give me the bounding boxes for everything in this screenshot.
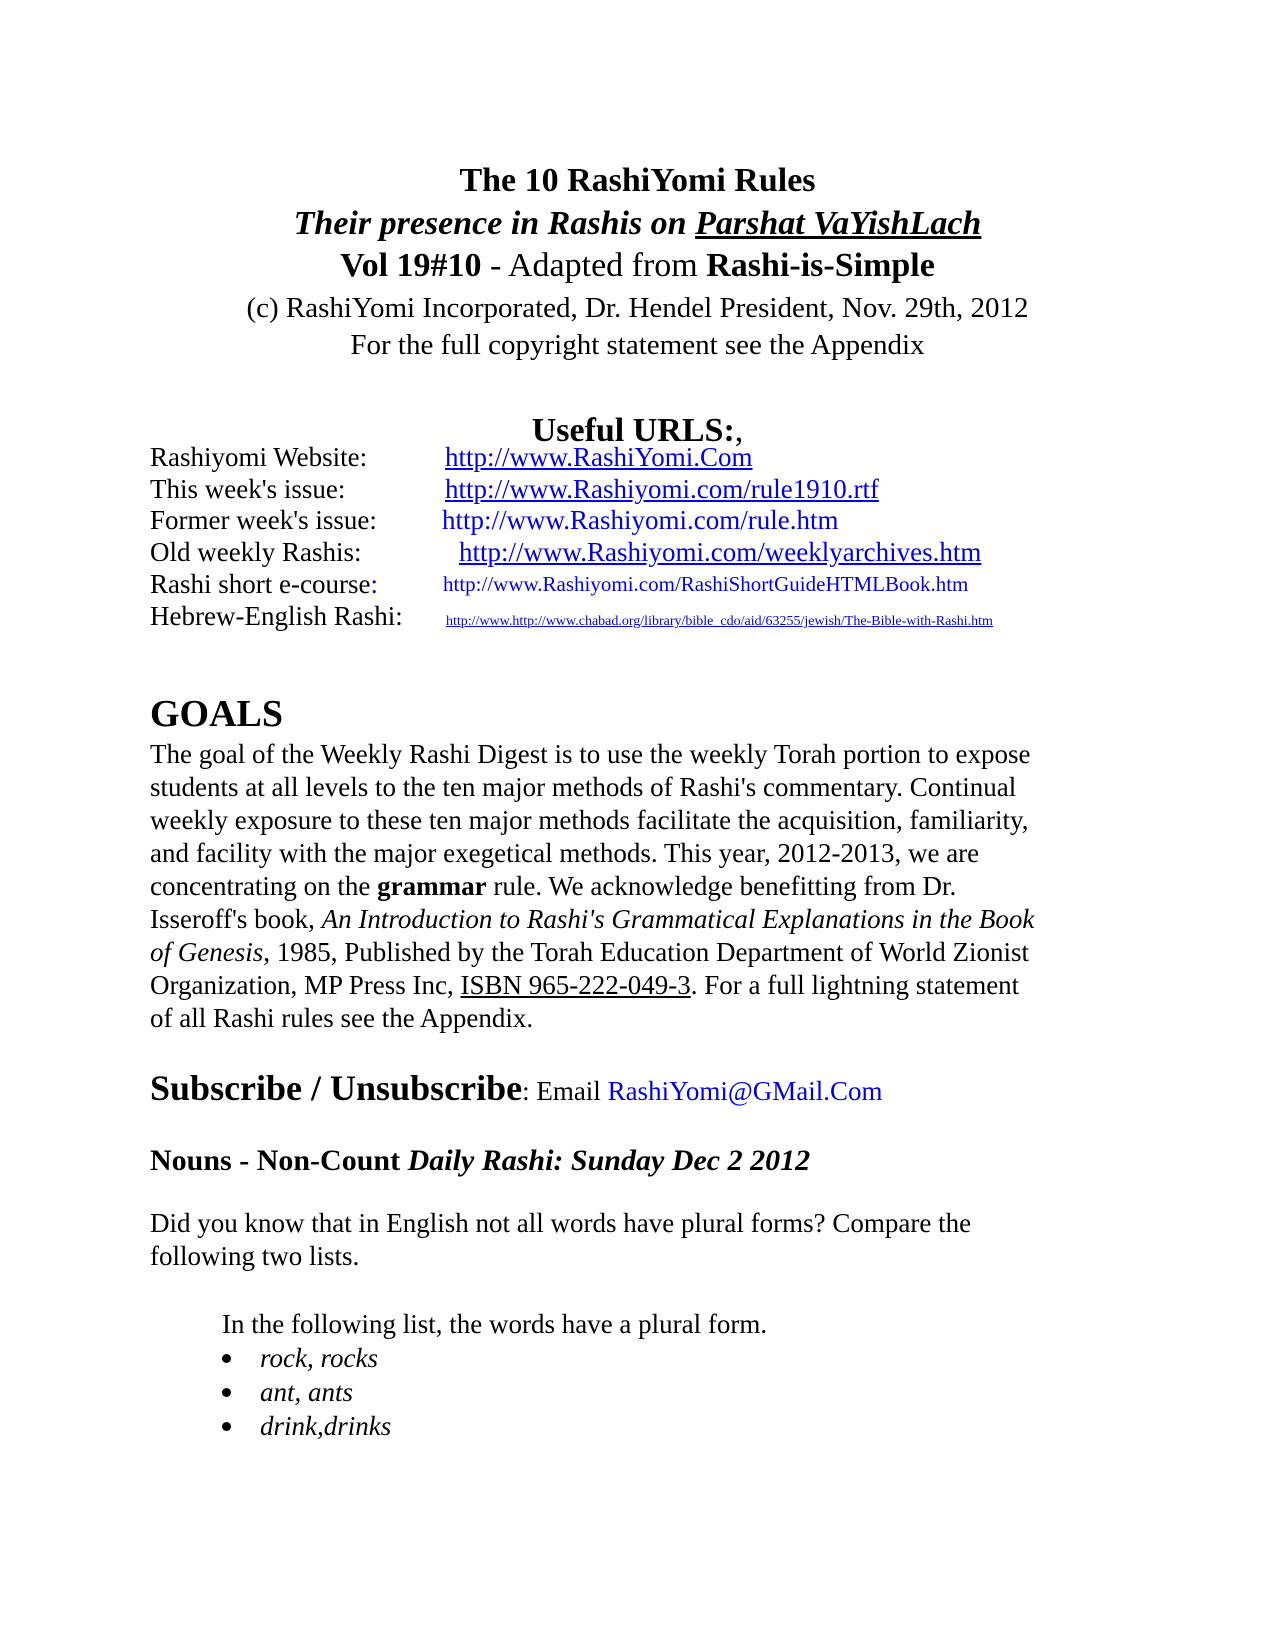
bullet-icon <box>222 1422 231 1431</box>
url-label: Former week's issue: <box>150 505 377 535</box>
parsha-name: Parshat VaYishLach <box>695 205 982 242</box>
goals-paragraph: The goal of the Weekly Rashi Digest is to use the weekly Torah portion to expose students at all levels to the ten major methods of Rashi's commentary. Continual weekly exposure to these ten major methods facilitate the acquisition, familiarity, and facility with the major exegetical methods. This year, 2012-2013, we are concentrating on the grammar rule. We acknowledge benefitting from Dr. Isseroff's book, An Introduction to Rashi's Grammatical Explanations in the Book of Genesis, 1985, Published by the Torah Education Department of World Zionist Organization, MP Press Inc, ISBN 965-222-049-3. For a full lightning statement of all Rashi rules see the Appendix. <box>150 739 1035 1033</box>
url-label: Rashi short e-course: <box>150 569 378 599</box>
url-label: Rashiyomi Website: <box>150 442 368 472</box>
url-link-old-weekly[interactable]: http://www.Rashiyomi.com/weeklyarchives.htm <box>459 537 982 567</box>
subscribe-heading: Subscribe / Unsubscribe <box>150 1068 523 1108</box>
document-subtitle <box>0 203 1275 245</box>
subscribe-line: Subscribe / Unsubscribe: Email RashiYomi@GMail.Com <box>150 1068 883 1108</box>
url-label: Old weekly Rashis: <box>150 537 362 567</box>
url-link-former-week[interactable]: http://www.Rashiyomi.com/rule.htm <box>442 505 839 535</box>
volume-line <box>0 245 1275 287</box>
volume-source: Rashi-is-Simple <box>706 247 935 284</box>
url-link-short-course[interactable]: http://www.Rashiyomi.com/RashiShortGuideHTMLBook.htm <box>443 572 969 596</box>
subscribe-email-link[interactable]: RashiYomi@GMail.Com <box>607 1076 883 1106</box>
document-title: The 10 RashiYomi Rules <box>459 162 816 199</box>
isbn-link[interactable]: ISBN 965-222-049-3 <box>460 970 691 1000</box>
url-label: This week's issue: <box>150 474 346 504</box>
volume-middle: - Adapted from <box>481 247 707 284</box>
url-link-website[interactable]: http://www.RashiYomi.Com <box>445 442 753 472</box>
goals-heading: GOALS <box>150 693 284 735</box>
url-label: Hebrew-English Rashi: <box>150 601 403 631</box>
daily-rashi-heading: Nouns - Non-Count Daily Rashi: Sunday Dec 2 2012 <box>150 1144 811 1177</box>
list-intro: In the following list, the words have a plural form. <box>222 1309 768 1339</box>
volume-number: Vol 19#10 <box>340 247 482 284</box>
subtitle-prefix: Their presence in Rashis on <box>293 205 696 242</box>
grammar-emphasis: grammar <box>377 871 487 901</box>
bullet-icon <box>222 1388 231 1397</box>
intro-paragraph: Did you know that in English not all words have plural forms? Compare the following two lists. <box>150 1208 972 1271</box>
url-link-hebrew-english[interactable]: http://www.http://www.chabad.org/library/bible_cdo/aid/63255/jewish/The-Bible-with-Rashi.htm <box>446 614 993 629</box>
copyright-line: (c) RashiYomi Incorporated, Dr. Hendel President, Nov. 29th, 2012 <box>246 292 1029 324</box>
url-link-this-week[interactable]: http://www.Rashiyomi.com/rule1910.rtf <box>445 474 879 504</box>
book-title-cont: of Genesis <box>150 937 264 967</box>
document-page: The 10 RashiYomi Rules Their presence in Rashis on Parshat VaYishLach Vol 19#10 - Adapted from Rashi-is-Simple (c) RashiYomi Incorporated, Dr. Hendel President, Nov. 29th, 2012 For the full copyright statement see the Appendix Useful URLS:, Rashiyomi Website: http://www.RashiYomi.Com This week's issue: http://www.Rashiyomi.com/rule1910.rtf Former week's issue: http://www.Rashiyomi.com/rule.htm Old weekly Rashis: http://www.Rashiyomi.com/weeklyarchives.htm Rashi short e-course: http://www.Rashiyomi.com/RashiShortGuideHTMLBook.htm Hebrew-English Rashi: http://www.http://www.chabad.org/library/bible_cdo/aid/63255/jewish/The-Bible-with-Rashi.htm GOALS The goal of the Weekly Rashi Digest is to use the weekly Torah portion to expose students at all levels to the ten major methods of Rashi's commentary. Continual weekly exposure to these ten major methods facilitate the acquisition, familiarity, and facility with the major exegetical methods. This year, 2012-2013, we are concentrating on the grammar rule. We acknowledge benefitting from Dr. Isseroff's book, An Introduction to Rashi's Grammatical Explanations in the Book of Genesis, 1985, Published by the Torah Education Department of World Zionist Organization, MP Press Inc, ISBN 965-222-049-3. For a full lightning statement of all Rashi rules see the Appendix. Subscribe / Unsubscribe: Email RashiYomi@GMail.Com Nouns - Non-Count Daily Rashi: Sunday Dec 2 2012 Did you know that in English not all words have plural forms? Compare the following two lists. In the following list, the words have a plural form. rock, rocks ant, ants drink,drinks <box>0 0 1275 1651</box>
bullet-icon <box>222 1354 231 1363</box>
copyright-note: For the full copyright statement see the Appendix <box>350 329 925 361</box>
useful-urls-heading: Useful URLS:, <box>531 412 744 449</box>
daily-rashi-date: Daily Rashi: Sunday Dec 2 2012 <box>407 1144 811 1177</box>
book-title: An Introduction to Rashi's Grammatical Explanations in the Book <box>321 904 1035 934</box>
